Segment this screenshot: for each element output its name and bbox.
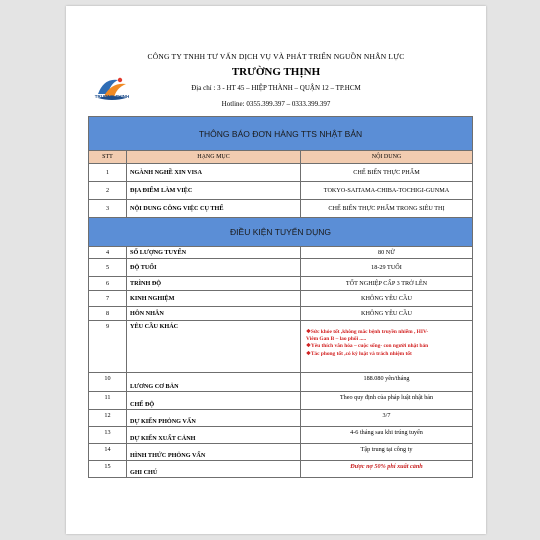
row-stt: 5 (89, 259, 127, 277)
row-value: Theo quy định của pháp luật nhật bản (301, 392, 473, 410)
row-stt: 14 (89, 444, 127, 461)
row-item: TRÌNH ĐỘ (127, 277, 301, 291)
row-stt: 12 (89, 410, 127, 427)
requirement-line: ❖Sức khỏe tốt ,không mắc bệnh truyền nhiễm , HIV- (306, 329, 429, 335)
row-item: LƯƠNG CƠ BẢN (127, 373, 301, 392)
row-stt: 1 (89, 164, 127, 182)
row-value: CHẾ BIẾN THỰC PHẨM TRONG SIÊU THỊ (301, 200, 473, 218)
table-row (89, 373, 473, 392)
row-item: HÔN NHÂN (127, 307, 301, 321)
table-row (89, 427, 473, 444)
row-value: 80 NỮ (301, 247, 473, 259)
row-item: ĐỘ TUỔI (127, 259, 301, 277)
requirements-row (89, 321, 473, 373)
conditions-title: ĐIỀU KIỆN TUYỂN DỤNG (89, 218, 473, 247)
row-item: CHẾ ĐỘ (127, 392, 301, 410)
header-content: NỘI DUNG (301, 151, 473, 164)
row-item: GHI CHÚ (127, 461, 301, 478)
row-value: TỐT NGHIỆP CẤP 3 TRỞ LÊN (301, 277, 473, 291)
requirement-line: Viêm Gan B – lao phổi ..... (306, 336, 367, 343)
row-stt: 4 (89, 247, 127, 259)
row-value: 18-29 TUỔI (301, 259, 473, 277)
row-stt: 15 (89, 461, 127, 478)
logo-text: TRUONG THINH (94, 94, 130, 99)
requirements-list (301, 321, 473, 373)
conditions-title-row (89, 218, 473, 247)
row-value: Tập trung tại công ty (301, 444, 473, 461)
row-value: 4-6 tháng sau khi trúng tuyển (301, 427, 473, 444)
row-stt: 10 (89, 373, 127, 392)
table-row (89, 182, 473, 200)
header-stt: STT (89, 151, 127, 164)
table-row (89, 259, 473, 277)
table-row (89, 307, 473, 321)
row-stt: 13 (89, 427, 127, 444)
row-stt: 6 (89, 277, 127, 291)
order-table (88, 116, 473, 478)
row-stt: 7 (89, 291, 127, 307)
row-item: HÌNH THỨC PHỎNG VẤN (127, 444, 301, 461)
order-title: THÔNG BÁO ĐƠN HÀNG TTS NHẬT BẢN (89, 117, 473, 151)
row-value: KHÔNG YÊU CẦU (301, 291, 473, 307)
table-row (89, 200, 473, 218)
table-row (89, 247, 473, 259)
row-stt: 3 (89, 200, 127, 218)
row-value: 188.080 yên/tháng (301, 373, 473, 392)
row-stt: 8 (89, 307, 127, 321)
table-row (89, 164, 473, 182)
note-value: Được nợ 50% phí xuất cảnh (301, 461, 473, 478)
table-row (89, 392, 473, 410)
row-stt: 2 (89, 182, 127, 200)
table-row (89, 444, 473, 461)
row-item: YÊU CẦU KHÁC (127, 321, 301, 373)
row-value: TOKYO-SAITAMA-CHIBA-TOCHIGI-GUNMA (301, 182, 473, 200)
row-item: ĐỊA ĐIỂM LÀM VIỆC (127, 182, 301, 200)
table-header-row (89, 151, 473, 164)
row-value: CHẾ BIẾN THỰC PHẨM (301, 164, 473, 182)
requirement-line: ❖Yêu thích văn hóa – cuộc sống- con người nhật bản (306, 343, 429, 350)
company-address: Địa chỉ : 3 - HT 45 – HIỆP THÀNH – QUẬN 12 – TP.HCM (191, 84, 361, 92)
row-item: NỘI DUNG CÔNG VIỆC CỤ THỂ (127, 200, 301, 218)
row-value: 3/7 (301, 410, 473, 427)
table-row (89, 291, 473, 307)
header-item: HẠNG MỤC (127, 151, 301, 164)
table-row (89, 277, 473, 291)
row-item: DỰ KIẾN PHỎNG VẤN (127, 410, 301, 427)
order-title-row (89, 117, 473, 151)
note-row (89, 461, 473, 478)
row-item: SỐ LƯỢNG TUYỂN (127, 247, 301, 259)
table-row (89, 410, 473, 427)
row-stt: 9 (89, 321, 127, 373)
row-item: NGÀNH NGHỀ XIN VISA (127, 164, 301, 182)
brand-name: TRƯỜNG THỊNH (231, 66, 321, 78)
company-hotline: Hotline: 0355.399.397 – 0333.399.397 (221, 100, 331, 108)
row-value: KHÔNG YÊU CẦU (301, 307, 473, 321)
requirement-line: ❖Tác phong tốt ,có kỷ luật và trách nhiệm tốt (306, 350, 412, 357)
row-item: DỰ KIẾN XUẤT CẢNH (127, 427, 301, 444)
row-stt: 11 (89, 392, 127, 410)
row-item: KINH NGHIỆM (127, 291, 301, 307)
company-name: CÔNG TY TNHH TƯ VẤN DỊCH VỤ VÀ PHÁT TRIỂN NGUỒN NHÂN LỰC (147, 52, 405, 61)
